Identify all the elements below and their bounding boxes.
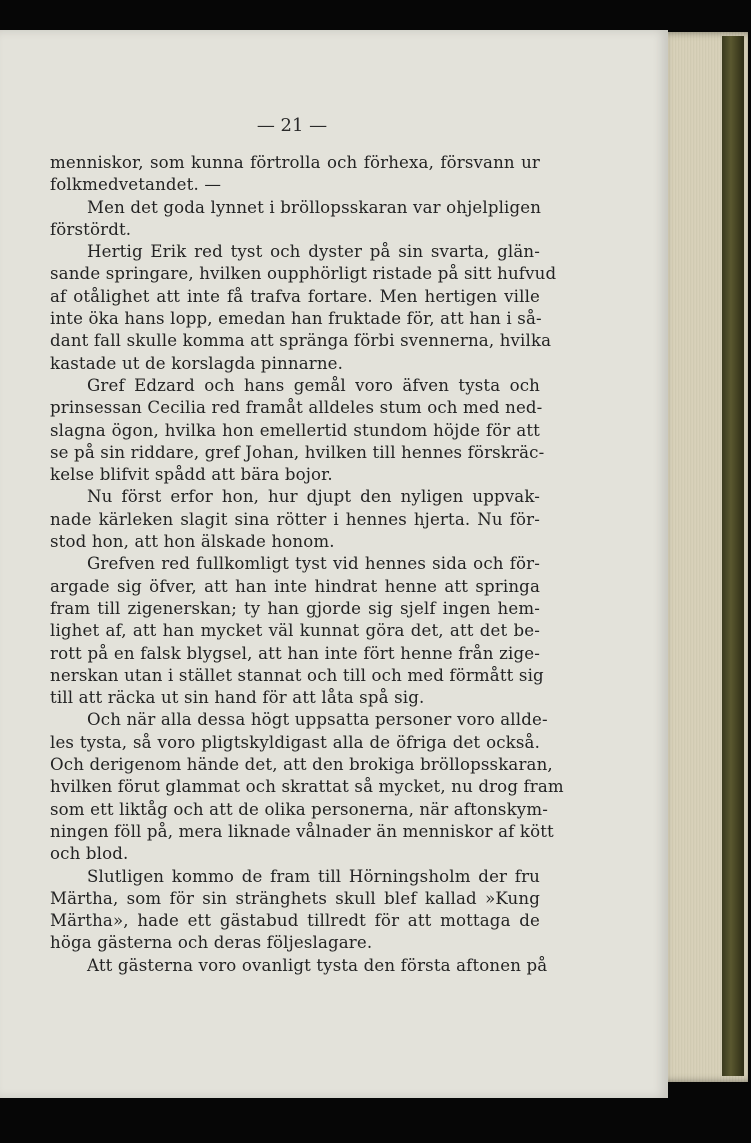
text-line: Märtha», hade ett gästabud tillredt för att mottaga de bbox=[50, 911, 540, 931]
text-line: lighet af, att han mycket väl kunnat göra det, att det be- bbox=[50, 621, 540, 641]
text-line: les tysta, så voro pligtskyldigast alla de öfriga det också. bbox=[50, 732, 540, 752]
text-line: Men det goda lynnet i bröllopsskaran var ohjelpligen bbox=[87, 197, 542, 217]
text-line: af otålighet att inte få trafva fortare. Men hertigen ville bbox=[50, 286, 540, 306]
text-line: ningen föll på, mera liknade vålnader än menniskor af kött bbox=[50, 821, 554, 841]
text-line: och blod. bbox=[50, 844, 129, 864]
text-line: Och när alla dessa högt uppsatta personer voro allde- bbox=[87, 710, 548, 730]
text-line: Hertig Erik red tyst och dyster på sin svarta, glän- bbox=[87, 242, 540, 262]
text-line: prinsessan Cecilia red framåt alldeles stum och med ned- bbox=[50, 398, 543, 418]
body-text bbox=[50, 152, 564, 977]
text-line: rott på en falsk blygsel, att han inte fört henne från zige- bbox=[50, 643, 540, 663]
text-line: nerskan utan i stället stannat och till och med förmått sig bbox=[50, 665, 544, 685]
text-line: Slutligen kommo de fram till Hörningsholm der fru bbox=[87, 866, 540, 886]
text-line: Och derigenom hände det, att den brokiga bröllopsskaran, bbox=[50, 755, 553, 775]
text-line: argade sig öfver, att han inte hindrat henne att springa bbox=[50, 576, 540, 596]
text-line: stod hon, att hon älskade honom. bbox=[50, 532, 335, 552]
text-line: Gref Edzard och hans gemål voro äfven tysta och bbox=[87, 375, 540, 395]
text-line: Grefven red fullkomligt tyst vid hennes sida och för- bbox=[87, 554, 540, 574]
text-line: Att gästerna voro ovanligt tysta den första aftonen på bbox=[87, 955, 548, 975]
text-line: se på sin riddare, gref Johan, hvilken till hennes förskräc- bbox=[50, 442, 545, 462]
text-line: sande springare, hvilken oupphörligt ristade på sitt hufvud bbox=[50, 264, 557, 284]
text-line: höga gästerna och deras följeslagare. bbox=[50, 933, 373, 953]
text-line: kelse blifvit spådd att bära bojor. bbox=[50, 465, 333, 485]
text-line: Nu först erfor hon, hur djupt den nyligen uppvak- bbox=[87, 487, 540, 507]
text-line: till att räcka ut sin hand för att låta spå sig. bbox=[50, 688, 425, 708]
text-line: förstördt. bbox=[50, 219, 132, 239]
text-line: Märtha, som för sin stränghets skull blef kallad »Kung bbox=[50, 888, 540, 908]
text-line: hvilken förut glammat och skrattat så mycket, nu drog fram bbox=[50, 777, 564, 797]
text-line: som ett liktåg och att de olika personerna, när aftonskym- bbox=[50, 799, 548, 819]
text-line: kastade ut de korslagda pinnarne. bbox=[50, 353, 344, 373]
text-line: inte öka hans lopp, emedan han fruktade för, att han i så- bbox=[50, 309, 542, 329]
text-line: nade kärleken slagit sina rötter i hennes hjerta. Nu för- bbox=[50, 509, 540, 529]
text-line: folkmedvetandet. — bbox=[50, 175, 222, 195]
text-line: slagna ögon, hvilka hon emellertid stundom höjde för att bbox=[50, 420, 540, 440]
text-line: fram till zigenerskan; ty han gjorde sig sjelf ingen hem- bbox=[50, 598, 540, 618]
book-cover-edge bbox=[722, 36, 744, 1076]
text-line: menniskor, som kunna förtrolla och förhexa, försvann ur bbox=[50, 153, 540, 172]
text-line: dant fall skulle komma att spränga förbi svennerna, hvilka bbox=[50, 331, 552, 351]
page-number: — 21 — bbox=[256, 115, 328, 136]
